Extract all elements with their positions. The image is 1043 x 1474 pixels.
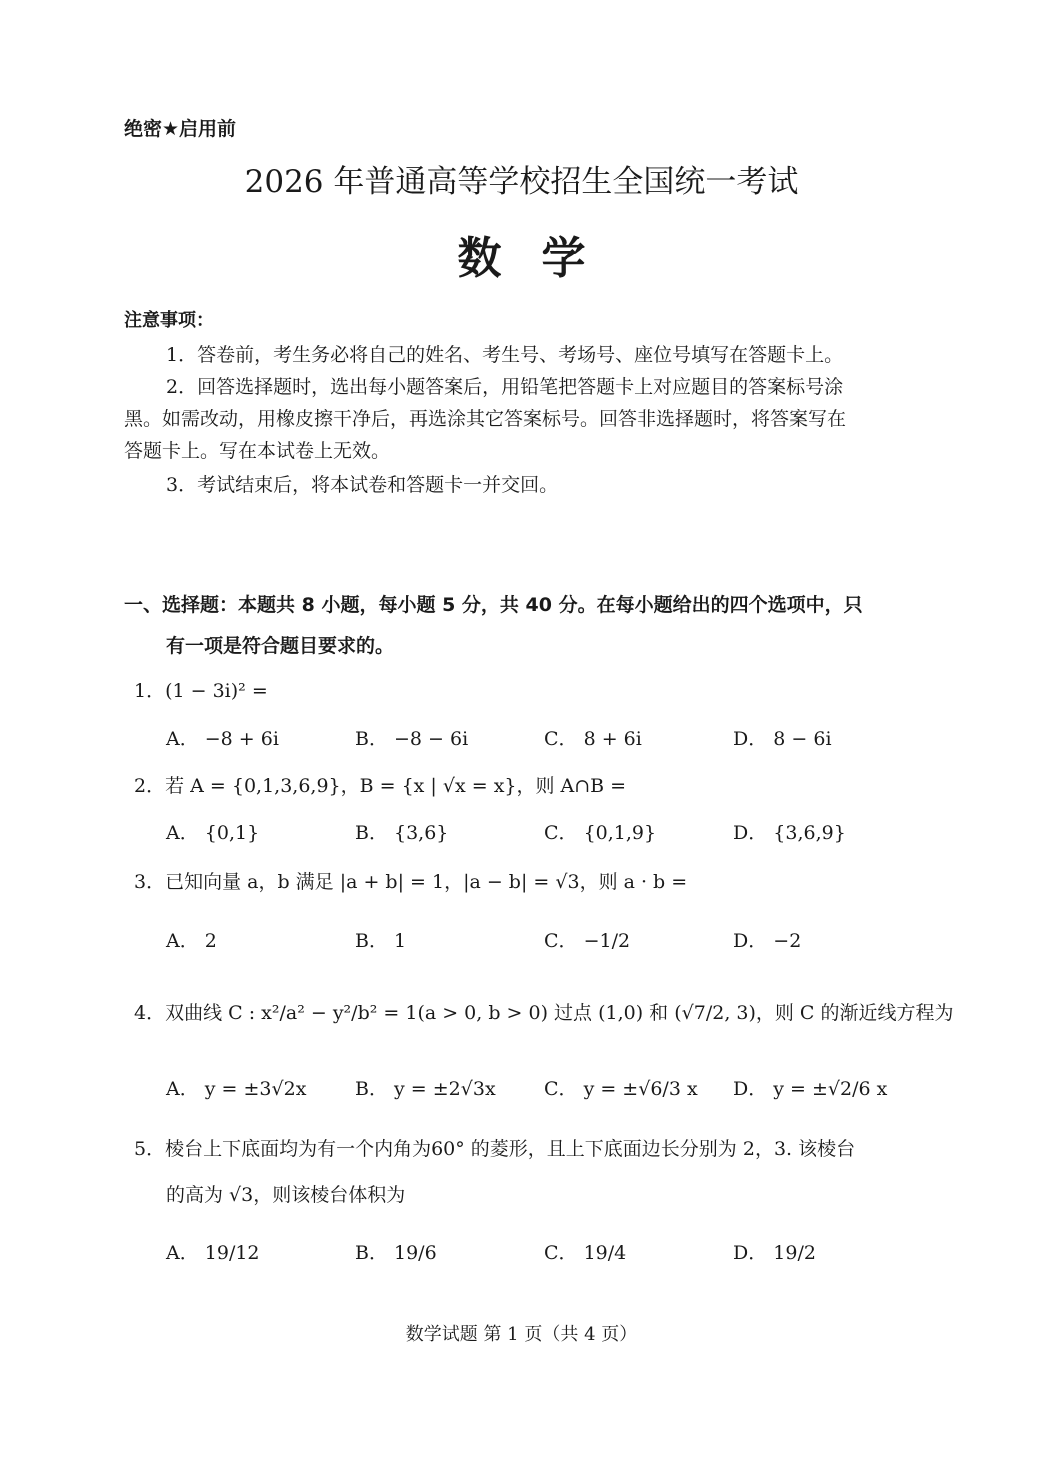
- option-b: B． −8 − 6i: [355, 728, 469, 750]
- question-number: 4．: [134, 1002, 166, 1024]
- option-b: B． y = ±2√3x: [355, 1078, 496, 1100]
- question-number: 5．: [134, 1138, 166, 1160]
- question-2: [134, 771, 626, 798]
- question-number: 3．: [134, 871, 166, 893]
- confidential-label: 绝密★启用前: [124, 118, 237, 140]
- question-stem: 若 A = {0,1,3,6,9}，B = {x | √x = x}，则 A∩B =: [165, 775, 627, 797]
- option-d: D． 19/2: [733, 1242, 816, 1264]
- page-footer: 数学试题 第 1 页（共 4 页）: [405, 1324, 638, 1345]
- notice-item-2-cont: 黑。如需改动，用橡皮擦干净后，再选涂其它答案标号。回答非选择题时，将答案写在: [124, 408, 847, 430]
- option-a: A． −8 + 6i: [166, 728, 279, 750]
- question-5: [134, 1134, 855, 1161]
- question-1: [134, 676, 268, 703]
- option-c: C． 8 + 6i: [544, 728, 642, 750]
- option-d: D． −2: [733, 930, 802, 952]
- option-d: D． 8 − 6i: [733, 728, 832, 750]
- option-d: D． y = ±√2/6 x: [733, 1078, 888, 1100]
- section-heading: 一、选择题：本题共 8 小题，每小题 5 分，共 40 分。在每小题给出的四个选项中，只: [124, 594, 863, 616]
- option-c: C． y = ±√6/3 x: [544, 1078, 698, 1100]
- option-b: B． 1: [355, 930, 407, 952]
- question-5-cont: 的高为 √3，则该棱台体积为: [166, 1184, 406, 1206]
- option-c: C． −1/2: [544, 930, 631, 952]
- option-b: B． 19/6: [355, 1242, 437, 1264]
- question-number: 2．: [134, 775, 166, 797]
- exam-title: 2026 年普通高等学校招生全国统一考试: [244, 164, 799, 200]
- notice-item-3: 3．考试结束后，将本试卷和答题卡一并交回。: [166, 474, 559, 496]
- notice-item-1: 1．答卷前，考生务必将自己的姓名、考生号、考场号、座位号填写在答题卡上。: [166, 344, 844, 366]
- option-d: D． {3,6,9}: [733, 822, 846, 844]
- option-a: A． 19/12: [166, 1242, 260, 1264]
- option-b: B． {3,6}: [355, 822, 449, 844]
- question-4: [134, 998, 954, 1025]
- subject-title: 数学: [457, 233, 626, 284]
- option-a: A． y = ±3√2x: [166, 1078, 307, 1100]
- question-stem: 棱台上下底面均为有一个内角为60° 的菱形，且上下底面边长分别为 2，3. 该棱台: [165, 1138, 856, 1160]
- question-stem: (1 − 3i)² =: [165, 680, 268, 702]
- option-c: C． 19/4: [544, 1242, 627, 1264]
- question-stem: 双曲线 C : x²/a² − y²/b² = 1(a > 0, b > 0) 过点 (1,0) 和 (√7/2, 3)，则 C 的渐近线方程为: [165, 1002, 954, 1024]
- option-a: A． 2: [166, 930, 217, 952]
- notice-item-2: 2．回答选择题时，选出每小题答案后，用铅笔把答题卡上对应题目的答案标号涂: [166, 376, 844, 398]
- question-3: [134, 867, 687, 894]
- question-number: 1．: [134, 680, 166, 702]
- option-a: A． {0,1}: [166, 822, 260, 844]
- notice-item-2-cont2: 答题卡上。写在本试卷上无效。: [124, 440, 391, 462]
- notice-heading: 注意事项：: [124, 310, 214, 331]
- option-c: C． {0,1,9}: [544, 822, 657, 844]
- section-heading-cont: 有一项是符合题目要求的。: [166, 635, 395, 657]
- question-stem: 已知向量 a，b 满足 |a + b| = 1，|a − b| = √3，则 a · b =: [165, 871, 688, 893]
